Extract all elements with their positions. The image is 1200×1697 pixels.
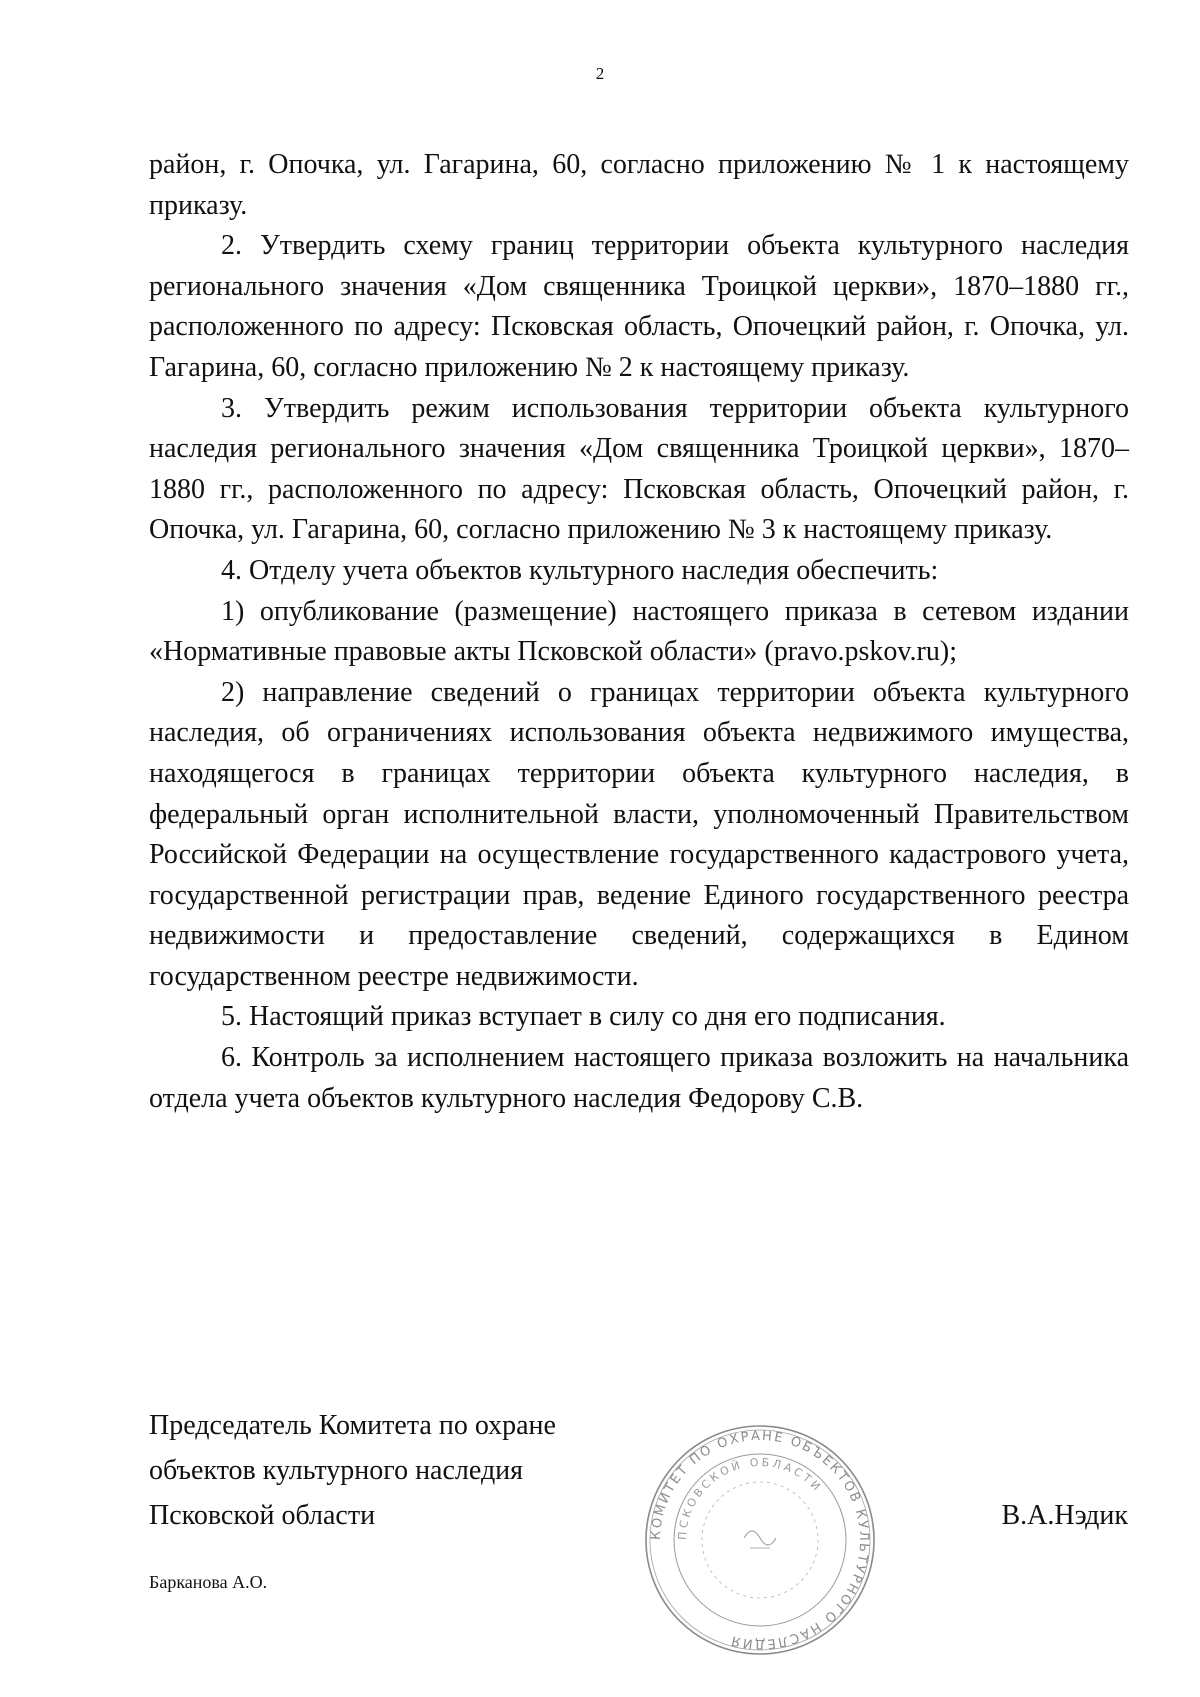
signatory-position xyxy=(149,1403,556,1538)
executor-name: Барканова А.О. xyxy=(149,1572,268,1592)
svg-text:ПСКОВСКОЙ ОБЛАСТИ xyxy=(676,1456,825,1541)
official-seal xyxy=(640,1420,880,1660)
signatory-name: В.А.Нэдик xyxy=(1001,1500,1128,1531)
page-number: 2 xyxy=(595,64,605,83)
paragraph-subitem-2: 2) направление сведений о границах территории объекта культурного наследия, об ограничениях использования объекта недвижимого имущества, находящегося в границах территории объекта культурного наследия, в федеральный орган исполнительной власти, уполномоченный Правительством Российской Федерации на осуществление государственного кадастрового учета, государственной регистрации прав, ведение Единого государственного реестра недвижимости и предоставление сведений, содержащихся в Едином государственном реестре недвижимости. xyxy=(149,676,1129,992)
paragraph-continuation: район, г. Опочка, ул. Гагарина, 60, согласно приложению № 1 к настоящему приказу. xyxy=(149,149,1129,221)
signatory-position-line: Председатель Комитета по охране xyxy=(149,1410,556,1441)
paragraph-item-4: 4. Отделу учета объектов культурного наследия обеспечить: xyxy=(221,554,939,586)
paragraph-item-3: 3. Утвердить режим использования территории объекта культурного наследия регионального значения «Дом священника Троицкой церкви», 1870–1880 гг., расположенного по адресу: Псковская область, Опочецкий район, г. Опочка, ул. Гагарина, 60, согласно приложению № 3 к настоящему приказу. xyxy=(149,392,1129,546)
paragraph-item-2: 2. Утвердить схему границ территории объекта культурного наследия регионального значения «Дом священника Троицкой церкви», 1870–1880 гг., расположенного по адресу: Псковская область, Опочецкий район, г. Опочка, ул. Гагарина, 60, согласно приложению № 2 к настоящему приказу. xyxy=(149,230,1129,383)
signatory-position-line: Псковской области xyxy=(149,1500,376,1531)
paragraph-item-6: 6. Контроль за исполнением настоящего приказа возложить на начальника отдела учета объектов культурного наследия Федорову С.В. xyxy=(149,1042,1129,1114)
paragraph-item-5: 5. Настоящий приказ вступает в силу со дня его подписания. xyxy=(221,1001,946,1033)
paragraph-subitem-1: 1) опубликование (размещение) настоящего приказа в сетевом издании «Нормативные правовые акты Псковской области» (pravo.pskov.ru); xyxy=(149,595,1129,668)
document-body xyxy=(149,145,1129,1119)
seal-outer-text: КОМИТЕТ ПО ОХРАНЕ ОБЪЕКТОВ КУЛЬТУРНОГО НАСЛЕДИЯ xyxy=(648,1428,872,1652)
signatory-position-line: объектов культурного наследия xyxy=(149,1455,524,1486)
seal-inner-text: ПСКОВСКОЙ ОБЛАСТИ xyxy=(675,1455,825,1541)
